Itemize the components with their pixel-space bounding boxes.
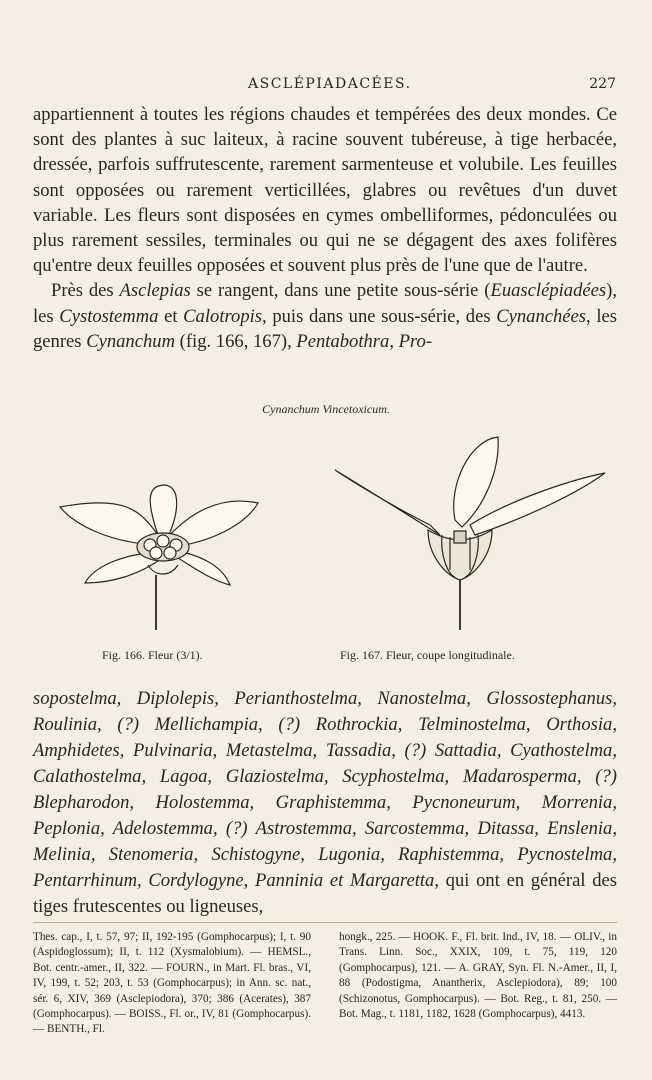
subseries-euasclepiadees: Euasclépiadées	[490, 280, 607, 302]
figure-area	[30, 425, 630, 645]
paragraph-1: appartiennent à toutes les régions chaudes et tempérées des deux mondes. Ce sont des plantes à suc laiteux, à racine souvent tubéreuse, à tige herbacée, dressée, parfois suffrutescente, rarement sarmenteuse et volubile. Les feuilles sont opposées ou rarement verticillées, glabres ou revêtues d'un duvet variable. Les fleurs sont disposées en cymes ombelliformes, pédonculées ou plus rarement sessiles, terminales ou qui ne se dégagent des axes folifères qu'entre deux feuilles opposées et souvent plus près de l'une que de l'autre.	[33, 104, 617, 277]
fig-166-label: Fig. 166. Fleur (3/1).	[102, 648, 203, 662]
text-run: (fig. 166, 167),	[175, 330, 297, 352]
text-run: ), les	[33, 280, 617, 327]
text-run: , les genres	[33, 305, 617, 352]
genus-asclepias: Asclepias	[119, 280, 191, 302]
page-number: 227	[589, 76, 616, 92]
footnotes-right: hongk., 225. — HOOK. F., Fl. brit. Ind., IV, 18. — OLIV., in Trans. Linn. Soc., XXIX, 109, t. 75, 119, 120 (Gomphocarpus), 121. — A. GRAY, Syn. Fl. N.-Amer., II, I, 88 (Podostigma, Anantherix, Asclepiodora), 89; 100 (Schizonotus, Gomphocarpus). — Bot. Reg., t. 81, 250. — Bot. Mag., t. 1181, 1182, 1628 (Gomphocarpus), 4413.	[339, 931, 617, 1021]
fig-167-label: Fig. 167. Fleur, coupe longitudinale.	[340, 648, 515, 662]
genera-tail: qui ont en général des tiges frutescentes ou ligneuses,	[33, 870, 617, 917]
figure-title: Cynanchum Vincetoxicum.	[262, 402, 390, 416]
genus-calotropis: Calotropis	[183, 305, 263, 327]
footnote-rule	[33, 922, 617, 923]
genera-list	[33, 686, 617, 920]
footnotes-left: Thes. cap., I, t. 57, 97; II, 192-195 (Gomphocarpus); I, t. 90 (Aspidoglossum); II, t. 112 (Xysmalobium). — HEMSL., Bot. centr.-amer., II, 322. — FOURN., in Mart. Fl. bras., VI, IV, 199, t. 52; 203, t. 53 (Gomphocarpus); in Ann. sc. nat., sér. 6, XIV, 369 (Asclepiodora), 370; 386 (Acerates), 387 (Gomphocarpus). — BOISS., Fl. or., IV, 81 (Gomphocarpus). — BENTH., Fl.	[33, 931, 311, 1036]
paragraph-2	[33, 278, 617, 354]
flower-illustration	[30, 425, 630, 645]
running-head	[0, 76, 652, 96]
genus-cynanchum: Cynanchum	[86, 330, 176, 352]
text-run: , puis dans une sous-série, des	[262, 305, 497, 327]
text-run: Près des	[51, 280, 120, 302]
text-run: se rangent, dans une petite sous-série (	[190, 280, 491, 302]
genus-cystostemma: Cystostemma	[59, 305, 159, 327]
genera-italic: sopostelma, Diplolepis, Perianthostelma, Nanostelma, Glossostephanus, Roulinia, (?) Mellichampia, (?) Rothrockia, Telminostelma, Orthosia, Amphidetes, Pulvinaria, Metastelma, Tassadia, (?) Sattadia, Cyathostelma, Calathostelma, Lagoa, Glaziostelma, Scyphostelma, Madarosperma, (?) Blepharodon, Holostemma, Graphistemma, Pycnoneurum, Morrenia, Peplonia, Adelostemma, (?) Astrostemma, Sarcostemma, Ditassa, Enslenia, Melinia, Stenomeria, Schistogyne, Lugonia, Raphistemma, Pycnostelma, Pentarrhinum, Cordylogyne, Panninia et Margaretta,	[33, 688, 617, 891]
text-run: et	[158, 305, 184, 327]
subseries-cynanchees: Cynanchées	[496, 305, 587, 327]
genus-pro: Pro-	[398, 330, 433, 352]
body-text	[33, 102, 617, 354]
text-run: ,	[389, 330, 399, 352]
genus-pentabothra: Pentabothra	[296, 330, 390, 352]
running-title: ASCLÉPIADACÉES.	[248, 76, 412, 92]
